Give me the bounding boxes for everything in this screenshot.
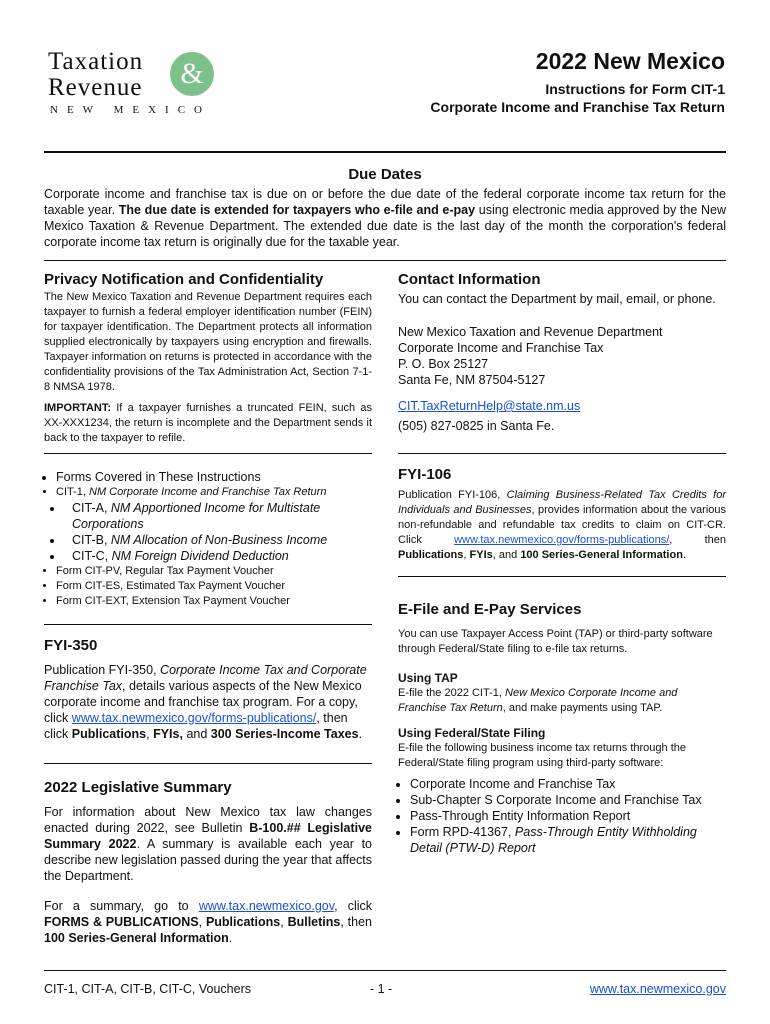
privacy-text: The New Mexico Taxation and Revenue Department requires each taxpayer to furnish a federal employer identification number (FEIN) for taxpayer identification. The Department protects all information supplied electronically by taxpayers using encryption and firewalls. Taxpayer information on returns is protected in accordance with the confidentiality provisions of the Tax Administration Act, Section 7-1-8 NMSA 1978. <box>44 291 372 393</box>
list-item: • CIT-B, NM Allocation of Non-Business Income <box>64 532 376 548</box>
legislative-heading: 2022 Legislative Summary <box>44 779 232 796</box>
efile-section <box>398 601 726 856</box>
page-subtitle-form: Instructions for Form CIT-1 <box>545 81 725 97</box>
fyi350-heading: FYI-350 <box>44 637 98 654</box>
logo-new-mexico: NEW MEXICO <box>50 104 211 116</box>
privacy-section <box>44 271 372 446</box>
section-divider <box>398 576 726 577</box>
due-dates-section <box>44 166 726 250</box>
section-divider <box>44 763 372 764</box>
logo-revenue: Revenue <box>48 74 143 101</box>
contact-heading: Contact Information <box>398 271 541 288</box>
forms-publications-link[interactable]: www.tax.newmexico.gov/forms-publications/ <box>454 534 670 546</box>
fyi106-text: Publication FYI-106, Claiming Business-Related Tax Credits for Individuals and Businesses, provides information about the various non-refundable and refundable tax credits to claim on CIT-CR. Click www.tax.newmexico.gov/forms-publications/, then Publications, FYIs, and 100 Series-General Information. <box>398 489 726 561</box>
logo <box>48 48 218 120</box>
page-subtitle-return: Corporate Income and Franchise Tax Return <box>430 99 725 115</box>
efile-intro: You can use Taxpayer Access Point (TAP) or third-party software through Federal/State filing to e-file tax returns. <box>398 628 713 655</box>
section-divider <box>44 624 372 625</box>
using-tap-heading: Using TAP <box>398 671 458 685</box>
legislative-section <box>44 779 372 946</box>
efile-heading: E-File and E-Pay Services <box>398 601 582 618</box>
list-item: • Form CIT-EXT, Extension Tax Payment Voucher <box>56 594 376 609</box>
list-item: • CIT-C, NM Foreign Dividend Deduction <box>64 548 376 564</box>
list-item: • Form RPD-41367, Pass-Through Entity Withholding Detail (PTW-D) Report <box>410 824 726 856</box>
due-dates-heading: Due Dates <box>348 166 422 183</box>
list-item: • Form CIT-PV, Regular Tax Payment Voucher <box>56 564 376 579</box>
footer-left: CIT-1, CIT-A, CIT-B, CIT-C, Vouchers <box>44 982 251 996</box>
federal-state-text: E-file the following business income tax returns through the Federal/State filing program using third-party software: <box>398 742 686 769</box>
list-item: • CIT-1, NM Corporate Income and Franchise Tax Return <box>56 485 376 500</box>
list-item: • Pass-Through Entity Information Report <box>410 808 726 824</box>
contact-phone: (505) 827-0825 in Santa Fe. <box>398 419 555 433</box>
federal-state-heading: Using Federal/State Filing <box>398 726 546 740</box>
fyi106-heading: FYI-106 <box>398 466 452 483</box>
footer-site-link[interactable]: www.tax.newmexico.gov <box>589 982 726 996</box>
fyi106-section <box>398 466 726 563</box>
using-tap-text: E-file the 2022 CIT-1, New Mexico Corporate Income and Franchise Tax Return, and make payments using TAP. <box>398 687 678 714</box>
tax-site-link[interactable]: www.tax.newmexico.gov <box>198 899 335 913</box>
logo-ampersand: & <box>170 52 214 96</box>
fyi350-text: Publication FYI-350, Corporate Income Tax and Corporate Franchise Tax, details various aspects of the New Mexico corporate income and franchise tax program. For a copy, click www.tax.newmexico.gov/forms-publications/, then click Publications, FYIs, and 300 Series-Income Taxes. <box>44 663 367 741</box>
contact-section <box>398 271 726 434</box>
forms-publications-link[interactable]: www.tax.newmexico.gov/forms-publications/ <box>71 711 317 725</box>
fyi350-section <box>44 637 372 742</box>
privacy-heading: Privacy Notification and Confidentiality <box>44 271 324 288</box>
forms-covered-list <box>44 469 376 609</box>
contact-email-link[interactable]: CIT.TaxReturnHelp@state.nm.us <box>398 399 581 413</box>
list-item: • Forms Covered in These Instructions <box>56 469 376 485</box>
list-item: • Sub-Chapter S Corporate Income and Franchise Tax <box>410 792 726 808</box>
important-note: IMPORTANT: If a taxpayer furnishes a truncated FEIN, such as XX-XXX1234, the return is incomplete and the Department sends it back to the taxpayer to refile. <box>44 402 373 444</box>
contact-intro: You can contact the Department by mail, email, or phone. <box>398 292 716 306</box>
list-item: • CIT-A, NM Apportioned Income for Multistate Corporations <box>64 500 376 532</box>
mailing-address: New Mexico Taxation and Revenue Department Corporate Income and Franchise Tax P. O. Box 25127 Santa Fe, NM 87504-5127 <box>398 325 663 387</box>
section-divider <box>44 453 372 454</box>
page-header <box>325 48 725 115</box>
page-number: - 1 - <box>370 982 393 996</box>
legislative-text: For information about New Mexico tax law changes enacted during 2022, see Bulletin B-100.## Legislative Summary 2022. A summary is available each year to describe new legislation passed during the year that affects the Department. <box>44 805 372 883</box>
header-divider <box>44 151 726 153</box>
due-dates-text: Corporate income and franchise tax is due on or before the due date of the federal corporate income tax return for the taxable year. The due date is extended for taxpayers who e-file and e-pay using electronic media approved by the New Mexico Taxation & Revenue Department. The extended due date is the last day of the month the corporation's federal corporate income tax return is originally due for the taxable year. <box>44 187 726 249</box>
page-title: 2022 New Mexico <box>535 48 725 74</box>
legislative-summary-text: For a summary, go to www.tax.newmexico.gov, click FORMS & PUBLICATIONS, Publications, Bulletins, then 100 Series-General Information. <box>44 899 373 945</box>
logo-taxation: Taxation <box>48 48 144 75</box>
section-divider <box>398 453 726 454</box>
footer-divider <box>44 970 726 971</box>
list-item: • Corporate Income and Franchise Tax <box>410 776 726 792</box>
list-item: • Form CIT-ES, Estimated Tax Payment Voucher <box>56 579 376 594</box>
section-divider <box>44 260 726 261</box>
